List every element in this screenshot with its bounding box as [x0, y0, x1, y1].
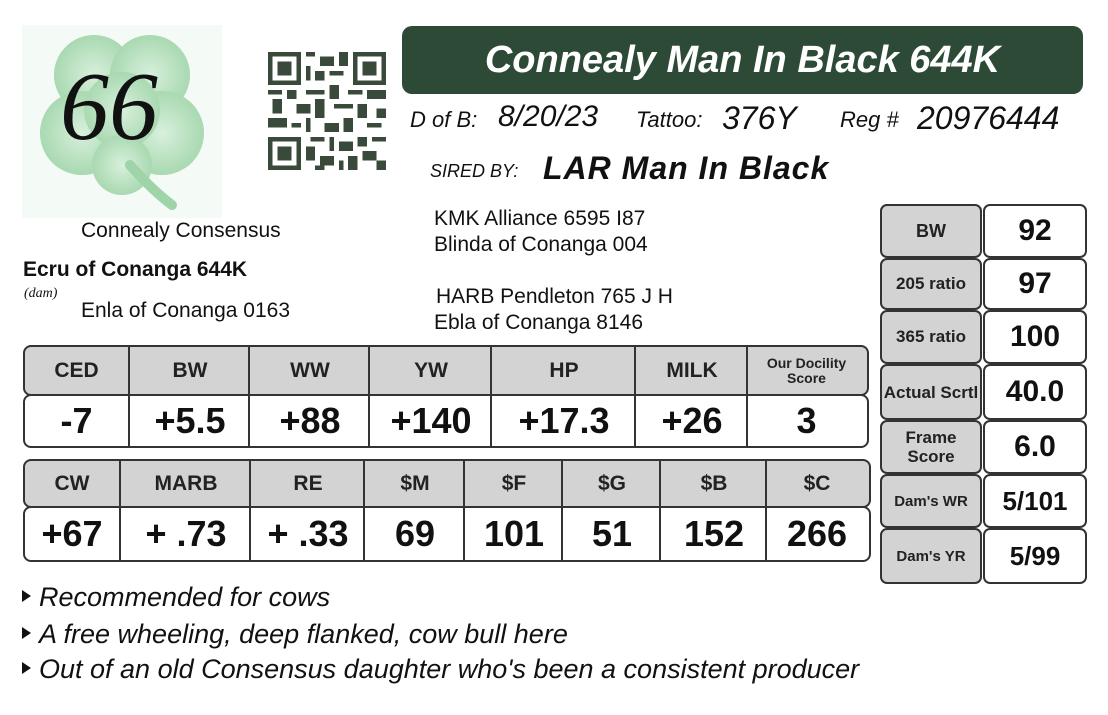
epd-value-yw: +140	[368, 396, 492, 446]
perf-label-205-ratio: 205 ratio	[880, 258, 982, 310]
sire-sire: KMK Alliance 6595 I87	[434, 207, 646, 230]
perf-label-bw: BW	[880, 204, 982, 258]
epd-value-c: 266	[765, 508, 867, 560]
epd-header-c: $C	[765, 461, 867, 506]
dam-name: Ecru of Conanga 644K	[23, 258, 248, 281]
epd-value-g: 51	[561, 508, 661, 560]
epd-header-re: RE	[249, 461, 365, 506]
qr-code	[268, 52, 386, 170]
tattoo-value: 376Y	[722, 100, 797, 136]
epd-header-marb: MARB	[119, 461, 251, 506]
epd-header-m: $M	[363, 461, 465, 506]
epd-value-m: 69	[363, 508, 465, 560]
perf-value-dams-wr: 5/101	[983, 474, 1087, 528]
epd-header-row-2	[23, 459, 871, 508]
dam-dam: Enla of Conanga 0163	[81, 299, 291, 322]
epd-header-f: $F	[463, 461, 563, 506]
tattoo-label: Tattoo:	[636, 107, 703, 132]
dam-sire-sire: HARB Pendleton 765 J H	[436, 285, 673, 308]
perf-label-frame-score: Frame Score	[880, 420, 982, 474]
reg-label: Reg #	[840, 107, 899, 132]
perf-value-bw: 92	[983, 204, 1087, 258]
sire-name: LAR Man In Black	[543, 150, 830, 186]
note-text: Recommended for cows	[39, 582, 331, 612]
perf-value-frame-score: 6.0	[983, 420, 1087, 474]
epd-value-docility: 3	[746, 396, 865, 446]
dam-sire: Connealy Consensus	[81, 219, 281, 242]
dam-sire-dam: Ebla of Conanga 8146	[434, 311, 644, 334]
perf-label-dams-wr: Dam's WR	[880, 474, 982, 528]
bullet-icon	[22, 627, 31, 639]
note-text: Out of an old Consensus daughter who's been a consistent producer	[39, 654, 860, 684]
epd-header-yw: YW	[368, 347, 492, 394]
epd-value-row-2	[23, 506, 871, 562]
epd-value-bw: +5.5	[128, 396, 250, 446]
perf-label-dams-yr: Dam's YR	[880, 528, 982, 584]
epd-header-cw: CW	[54, 471, 90, 495]
bull-name: Connealy Man In Black 644K	[484, 39, 1001, 81]
epd-value-marb: + .73	[119, 508, 251, 560]
epd-header-ced: CED	[54, 358, 99, 382]
reg-value: 20976444	[917, 100, 1060, 136]
bullet-icon	[22, 662, 31, 674]
dob-value: 8/20/23	[498, 100, 599, 133]
epd-value-b: 152	[659, 508, 767, 560]
dob-label: D of B:	[410, 107, 478, 132]
epd-value-ced: -7	[60, 400, 93, 441]
note-text: A free wheeling, deep flanked, cow bull here	[39, 619, 568, 649]
note-item	[22, 619, 568, 649]
bullet-icon	[22, 590, 31, 602]
perf-label-actual-scrtl: Actual Scrtl	[880, 364, 982, 420]
epd-header-ww: WW	[248, 347, 370, 394]
epd-header-bw: BW	[128, 347, 250, 394]
epd-value-re: + .33	[249, 508, 365, 560]
epd-header-b: $B	[659, 461, 767, 506]
epd-value-milk: +26	[634, 396, 748, 446]
note-item	[22, 654, 859, 684]
perf-value-365-ratio: 100	[983, 310, 1087, 364]
epd-header-docility: Our Docility Score	[746, 347, 865, 394]
epd-header-hp: HP	[490, 347, 636, 394]
note-item	[22, 582, 330, 612]
perf-value-actual-scrtl: 40.0	[983, 364, 1087, 420]
epd-value-cw: +67	[41, 513, 103, 554]
perf-label-365-ratio: 365 ratio	[880, 310, 982, 364]
perf-value-205-ratio: 97	[983, 258, 1087, 310]
epd-value-row-1	[23, 394, 869, 448]
epd-value-hp: +17.3	[490, 396, 636, 446]
sired-by-label: SIRED BY:	[430, 161, 519, 181]
perf-value-dams-yr: 5/99	[983, 528, 1087, 584]
epd-header-g: $G	[561, 461, 661, 506]
epd-value-f: 101	[463, 508, 563, 560]
epd-header-milk: MILK	[634, 347, 748, 394]
epd-value-ww: +88	[248, 396, 370, 446]
lot-number: 66	[60, 53, 158, 161]
dam-tag: (dam)	[24, 286, 58, 301]
sire-dam: Blinda of Conanga 004	[434, 233, 648, 256]
epd-header-row-1	[23, 345, 869, 396]
